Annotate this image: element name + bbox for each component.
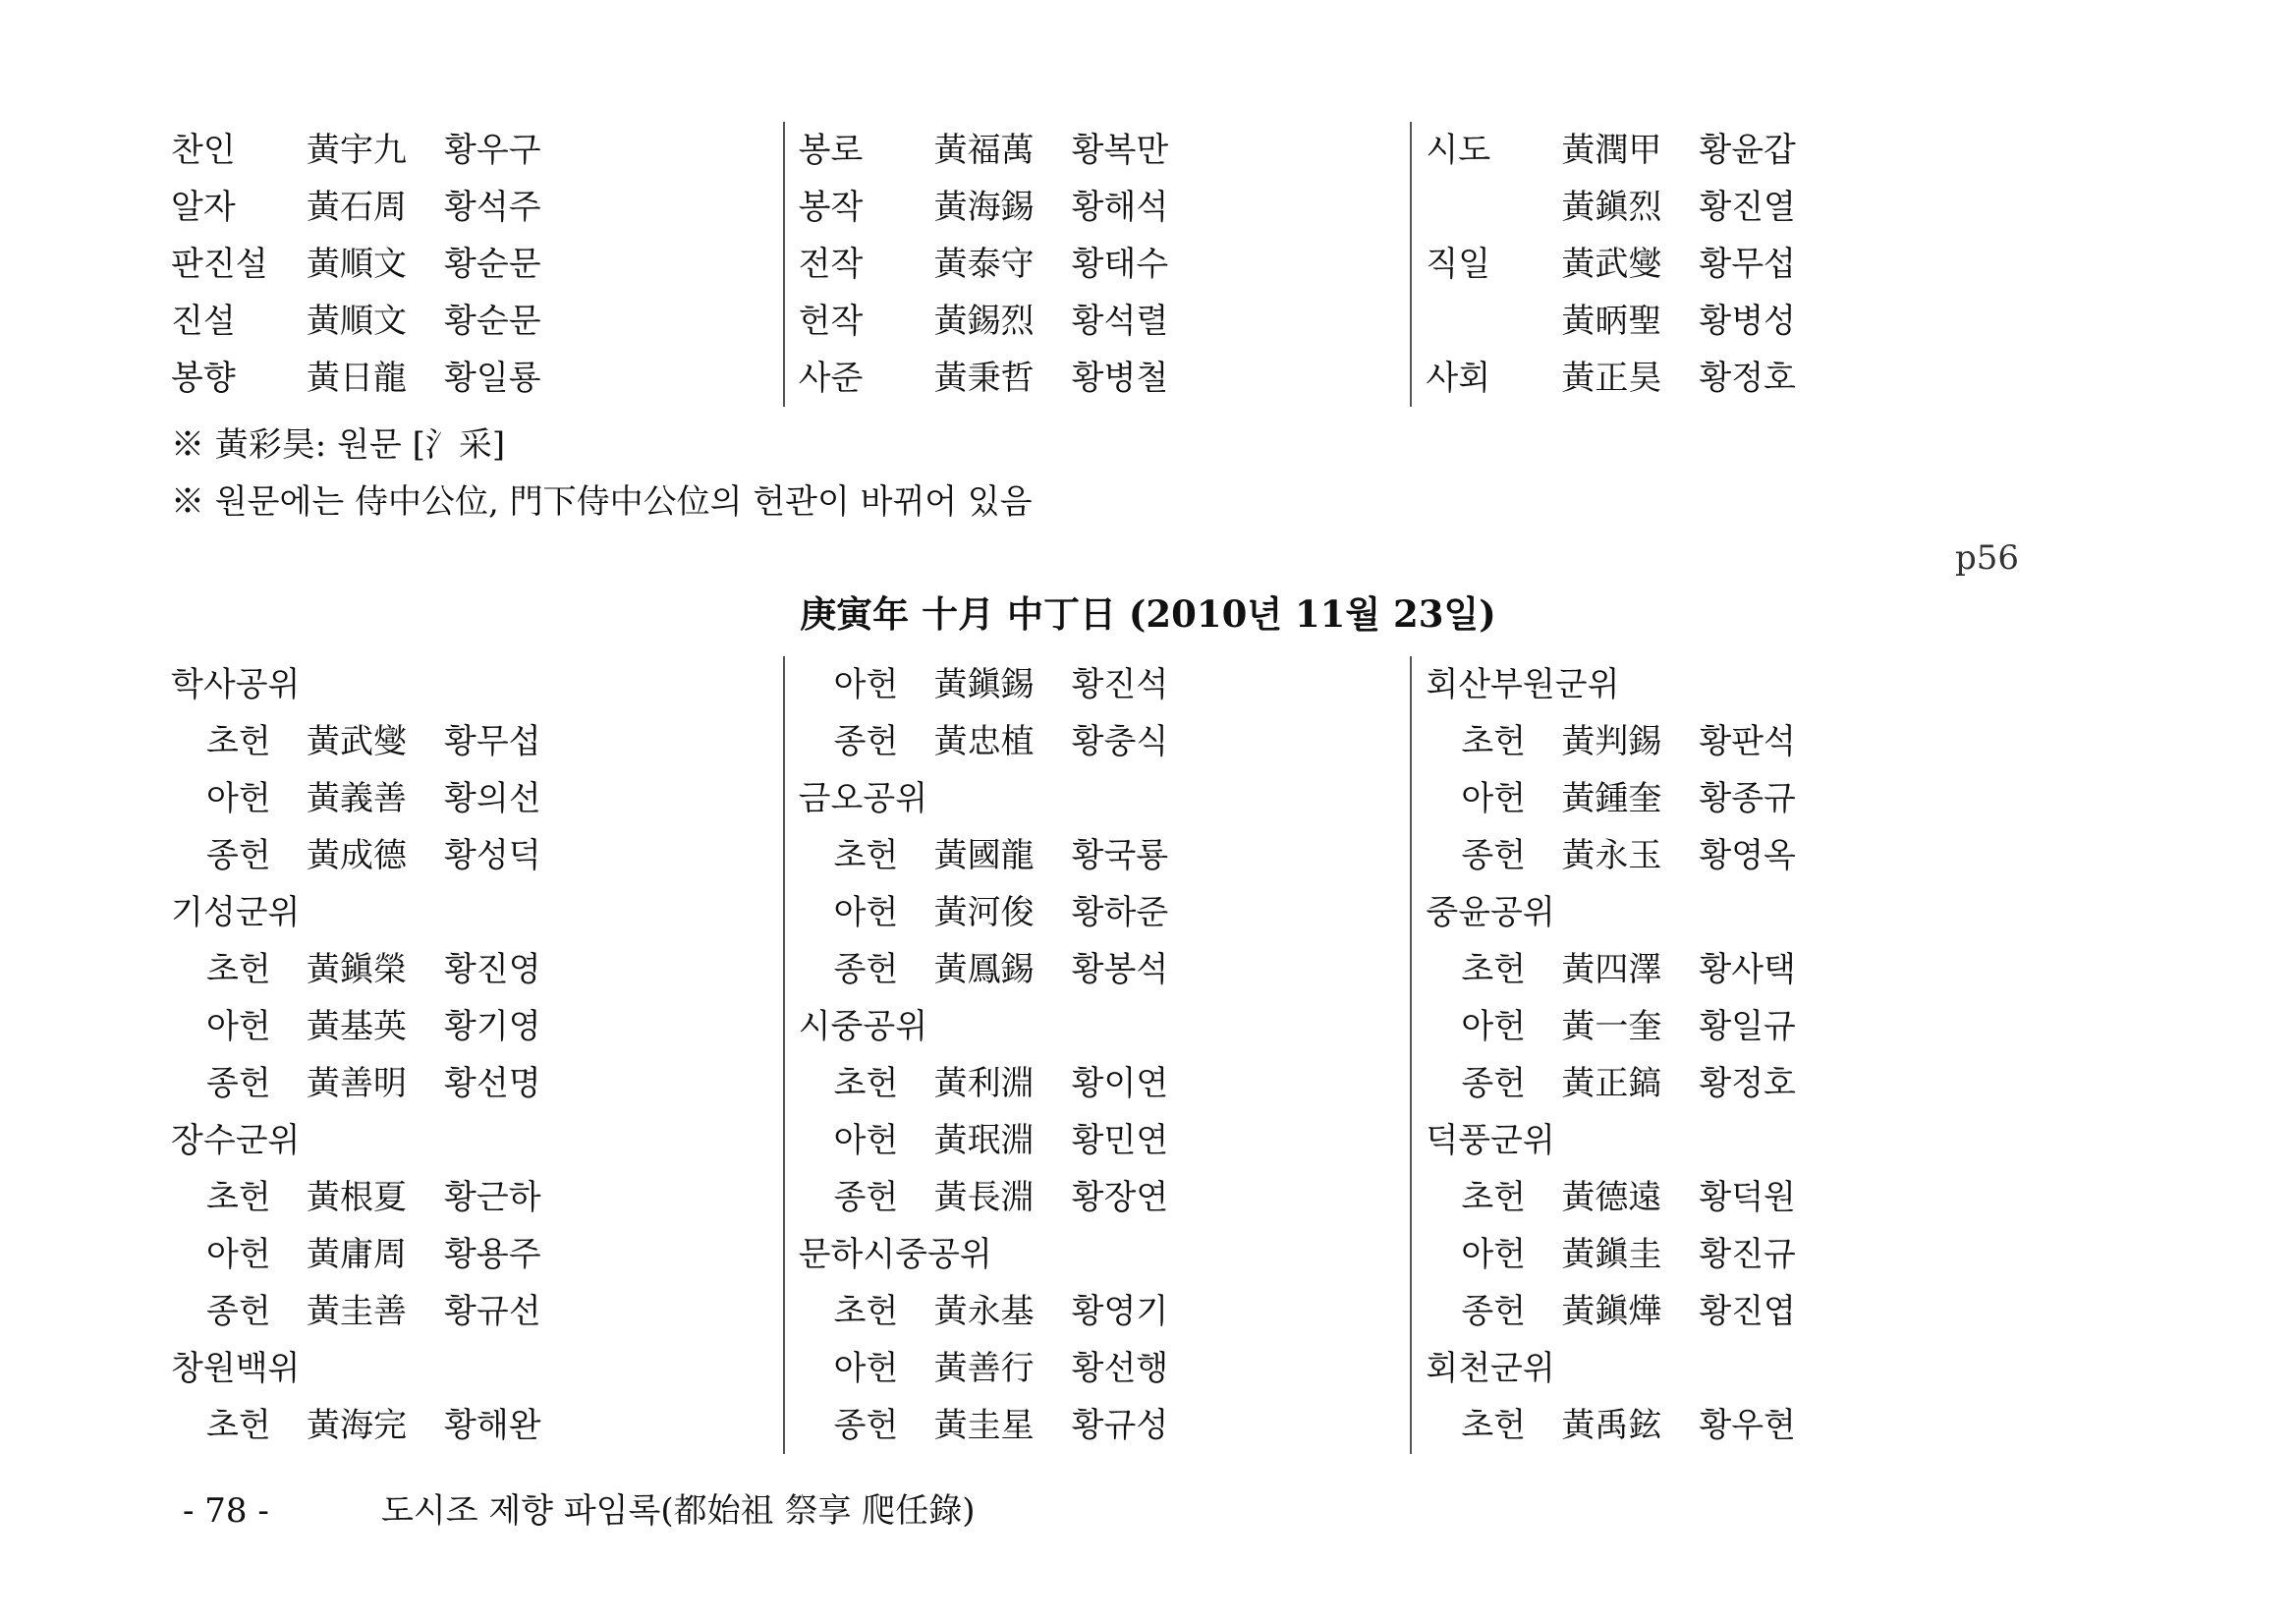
offering-role: 초헌 <box>1461 1406 1527 1445</box>
offering-role: 종헌 <box>1461 1064 1527 1103</box>
hanja-name: 黃潤甲 <box>1561 131 1662 170</box>
offerer-row <box>171 827 783 884</box>
hangul-name: 황이연 <box>1071 1064 1169 1103</box>
shrine-group-heading <box>171 656 783 713</box>
hangul-name: 황봉석 <box>1071 950 1169 989</box>
hanja-name: 黃永玉 <box>1561 836 1662 875</box>
hangul-name: 황민연 <box>1071 1121 1169 1160</box>
hangul-name: 황덕원 <box>1699 1178 1796 1217</box>
hangul-name: 황규성 <box>1071 1406 1169 1445</box>
hanja-name: 黃利淵 <box>933 1064 1035 1103</box>
shrine-group-heading <box>1426 656 2038 713</box>
offerer-row <box>1426 1169 2038 1226</box>
offering-role: 초헌 <box>1461 722 1527 761</box>
officiant-row <box>171 179 783 236</box>
hangul-name: 황진영 <box>444 950 541 989</box>
hangul-name: 황근하 <box>444 1178 541 1217</box>
hanja-name: 黃長淵 <box>933 1178 1035 1217</box>
hangul-name: 황해석 <box>1071 188 1169 227</box>
hanja-name: 黃成德 <box>307 836 407 875</box>
role-label: 사회 <box>1426 359 1491 398</box>
hanja-name: 黃正昊 <box>1561 359 1662 398</box>
hanja-name: 黃基英 <box>307 1007 407 1046</box>
ceremony-column-2 <box>785 656 1413 1454</box>
officiant-row <box>1426 236 2038 293</box>
hanja-name: 黃一奎 <box>1561 1007 1662 1046</box>
hangul-name: 황성덕 <box>444 836 541 875</box>
hangul-name: 황하준 <box>1071 893 1169 932</box>
role-label: 알자 <box>171 188 236 227</box>
offerer-row <box>799 656 1411 713</box>
shrine-group-name: 중윤공위 <box>1426 893 1555 932</box>
role-label: 헌작 <box>798 302 864 341</box>
offerer-row <box>171 1055 783 1112</box>
offering-role: 초헌 <box>833 836 899 875</box>
hangul-name: 황무섭 <box>1699 245 1796 284</box>
offering-role: 종헌 <box>206 1292 271 1331</box>
hanja-name: 黃鎭榮 <box>307 950 407 989</box>
offering-role: 아헌 <box>206 1235 271 1274</box>
hangul-name: 황충식 <box>1071 722 1169 761</box>
hangul-name: 황장연 <box>1071 1178 1169 1217</box>
hanja-name: 黃秉哲 <box>933 359 1035 398</box>
shrine-group-name: 창원백위 <box>171 1349 301 1388</box>
hangul-name: 황선명 <box>444 1064 541 1103</box>
offering-role: 초헌 <box>1461 1178 1527 1217</box>
offering-role: 종헌 <box>1461 1292 1527 1331</box>
offering-role: 종헌 <box>833 1406 899 1445</box>
shrine-group-name: 기성군위 <box>171 893 301 932</box>
officiants-table-ceremony <box>171 656 2038 1454</box>
hanja-name: 黃武燮 <box>1561 245 1662 284</box>
officiant-row <box>171 122 783 179</box>
role-label: 사준 <box>798 359 864 398</box>
role-label: 봉작 <box>798 188 864 227</box>
hanja-name: 黃四澤 <box>1561 950 1662 989</box>
role-label: 봉로 <box>798 131 864 170</box>
offerer-row <box>799 1055 1411 1112</box>
hangul-name: 황의선 <box>444 779 541 818</box>
hanja-name: 黃義善 <box>307 779 407 818</box>
page-reference: p56 <box>1955 538 2020 578</box>
offering-role: 종헌 <box>1461 836 1527 875</box>
hanja-name: 黃德遠 <box>1561 1178 1662 1217</box>
hangul-name: 황무섭 <box>444 722 541 761</box>
offering-role: 초헌 <box>206 722 271 761</box>
hanja-name: 黃鎭圭 <box>1561 1235 1662 1274</box>
role-label: 찬인 <box>171 131 236 170</box>
note-swapped-officiants: ※ 원문에는 侍中公位, 門下侍中公位의 헌관이 바뀌어 있음 <box>171 482 1033 522</box>
shrine-group-heading <box>171 884 783 941</box>
hangul-name: 황윤갑 <box>1699 131 1796 170</box>
shrine-group-name: 회천군위 <box>1426 1349 1555 1388</box>
offering-role: 초헌 <box>206 1178 271 1217</box>
offering-role: 초헌 <box>833 1064 899 1103</box>
hangul-name: 황우현 <box>1699 1406 1796 1445</box>
offering-role: 종헌 <box>833 1178 899 1217</box>
offering-role: 아헌 <box>1461 1007 1527 1046</box>
offerer-row <box>171 941 783 998</box>
hanja-name: 黃錫烈 <box>933 302 1035 341</box>
officiant-row <box>1426 350 2038 407</box>
hangul-name: 황사택 <box>1699 950 1796 989</box>
offering-role: 종헌 <box>206 836 271 875</box>
offering-role: 초헌 <box>1461 950 1527 989</box>
hanja-name: 黃武燮 <box>307 722 407 761</box>
offering-role: 초헌 <box>206 1406 271 1445</box>
hanja-name: 黃鎭烈 <box>1561 188 1662 227</box>
officiant-row <box>799 293 1411 350</box>
hangul-name: 황종규 <box>1699 779 1796 818</box>
hanja-name: 黃忠植 <box>933 722 1035 761</box>
officiant-row <box>799 350 1411 407</box>
shrine-group-name: 덕풍군위 <box>1426 1121 1555 1160</box>
officiant-row <box>171 293 783 350</box>
hangul-name: 황용주 <box>444 1235 541 1274</box>
hanja-name: 黃宇九 <box>307 131 407 170</box>
offering-role: 아헌 <box>833 665 899 704</box>
hanja-name: 黃海錫 <box>933 188 1035 227</box>
offerer-row <box>799 1340 1411 1397</box>
hanja-name: 黃昞聖 <box>1561 302 1662 341</box>
hangul-name: 황진열 <box>1699 188 1796 227</box>
officiants-column-1 <box>171 122 785 407</box>
officiant-row <box>1426 122 2038 179</box>
officiant-row <box>799 236 1411 293</box>
hanja-name: 黃鎭燁 <box>1561 1292 1662 1331</box>
shrine-group-name: 문하시중공위 <box>798 1235 992 1274</box>
hangul-name: 황선행 <box>1071 1349 1169 1388</box>
officiant-row <box>171 350 783 407</box>
shrine-group-heading <box>799 998 1411 1055</box>
shrine-group-heading <box>171 1340 783 1397</box>
hanja-name: 黃泰守 <box>933 245 1035 284</box>
hangul-name: 황순문 <box>444 245 541 284</box>
hangul-name: 황판석 <box>1699 722 1796 761</box>
offerer-row <box>171 770 783 827</box>
hangul-name: 황진엽 <box>1699 1292 1796 1331</box>
offering-role: 종헌 <box>206 1064 271 1103</box>
offerer-row <box>1426 941 2038 998</box>
hangul-name: 황기영 <box>444 1007 541 1046</box>
offerer-row <box>799 1397 1411 1454</box>
offerer-row <box>1426 1283 2038 1340</box>
offerer-row <box>799 827 1411 884</box>
hanja-name: 黃國龍 <box>933 836 1035 875</box>
hangul-name: 황국룡 <box>1071 836 1169 875</box>
hangul-name: 황복만 <box>1071 131 1169 170</box>
hangul-name: 황진규 <box>1699 1235 1796 1274</box>
hangul-name: 황정호 <box>1699 359 1796 398</box>
hangul-name: 황일룡 <box>444 359 541 398</box>
hangul-name: 황진석 <box>1071 665 1169 704</box>
hanja-name: 黃圭星 <box>933 1406 1035 1445</box>
hanja-name: 黃圭善 <box>307 1292 407 1331</box>
hanja-name: 黃判錫 <box>1561 722 1662 761</box>
shrine-group-heading <box>171 1112 783 1169</box>
hangul-name: 황병성 <box>1699 302 1796 341</box>
hangul-name: 황해완 <box>444 1406 541 1445</box>
shrine-group-name: 학사공위 <box>171 665 301 704</box>
offerer-row <box>171 1283 783 1340</box>
offerer-row <box>171 998 783 1055</box>
offering-role: 초헌 <box>206 950 271 989</box>
hanja-name: 黃珉淵 <box>933 1121 1035 1160</box>
hanja-name: 黃順文 <box>307 302 407 341</box>
hanja-name: 黃善行 <box>933 1349 1035 1388</box>
offerer-row <box>799 1169 1411 1226</box>
offerer-row <box>799 1283 1411 1340</box>
officiant-row <box>1426 293 2038 350</box>
offering-role: 아헌 <box>1461 1235 1527 1274</box>
officiants-column-2 <box>785 122 1413 407</box>
officiant-row <box>799 179 1411 236</box>
hanja-name: 黃禹鉉 <box>1561 1406 1662 1445</box>
offerer-row <box>1426 998 2038 1055</box>
hanja-name: 黃河俊 <box>933 893 1035 932</box>
offering-role: 종헌 <box>833 950 899 989</box>
offering-role: 아헌 <box>206 1007 271 1046</box>
hangul-name: 황석주 <box>444 188 541 227</box>
offerer-row <box>799 713 1411 770</box>
hangul-name: 황일규 <box>1699 1007 1796 1046</box>
hanja-name: 黃鳳錫 <box>933 950 1035 989</box>
hanja-name: 黃日龍 <box>307 359 407 398</box>
offerer-row <box>171 1397 783 1454</box>
officiant-row <box>171 236 783 293</box>
offerer-row <box>1426 1055 2038 1112</box>
hanja-name: 黃順文 <box>307 245 407 284</box>
offering-role: 아헌 <box>206 779 271 818</box>
hangul-name: 황태수 <box>1071 245 1169 284</box>
hanja-name: 黃石周 <box>307 188 407 227</box>
hanja-name: 黃庸周 <box>307 1235 407 1274</box>
shrine-group-heading <box>1426 884 2038 941</box>
role-label: 진설 <box>171 302 236 341</box>
offerer-row <box>1426 1397 2038 1454</box>
hanja-name: 黃永基 <box>933 1292 1035 1331</box>
offerer-row <box>171 713 783 770</box>
ceremony-column-1 <box>171 656 785 1454</box>
hanja-name: 黃福萬 <box>933 131 1035 170</box>
officiant-row <box>799 122 1411 179</box>
shrine-group-heading <box>799 1226 1411 1283</box>
note-original-text: ※ 黃彩昊: 원문 [氵采] <box>171 425 506 465</box>
offerer-row <box>171 1169 783 1226</box>
hangul-name: 황영옥 <box>1699 836 1796 875</box>
offerer-row <box>799 884 1411 941</box>
offerer-row <box>1426 1226 2038 1283</box>
hangul-name: 황석렬 <box>1071 302 1169 341</box>
offerer-row <box>799 1112 1411 1169</box>
officiants-table-top <box>171 122 2038 407</box>
shrine-group-heading <box>799 770 1411 827</box>
shrine-group-name: 금오공위 <box>798 779 928 818</box>
offerer-row <box>171 1226 783 1283</box>
hangul-name: 황정호 <box>1699 1064 1796 1103</box>
officiant-row <box>1426 179 2038 236</box>
offering-role: 아헌 <box>833 893 899 932</box>
page-number: - 78 - <box>183 1491 269 1531</box>
hanja-name: 黃善明 <box>307 1064 407 1103</box>
hangul-name: 황규선 <box>444 1292 541 1331</box>
role-label: 전작 <box>798 245 864 284</box>
role-label: 직일 <box>1426 245 1491 284</box>
role-label: 봉향 <box>171 359 236 398</box>
offerer-row <box>1426 713 2038 770</box>
book-title: 도시조 제향 파임록(都始祖 祭享 爬任錄) <box>381 1491 976 1531</box>
hanja-name: 黃鍾奎 <box>1561 779 1662 818</box>
shrine-group-name: 회산부원군위 <box>1426 665 1620 704</box>
offering-role: 아헌 <box>833 1349 899 1388</box>
offerer-row <box>799 941 1411 998</box>
hangul-name: 황우구 <box>444 131 541 170</box>
offerer-row <box>1426 770 2038 827</box>
hangul-name: 황영기 <box>1071 1292 1169 1331</box>
ceremony-column-3 <box>1412 656 2038 1454</box>
officiants-column-3 <box>1412 122 2038 407</box>
offerer-row <box>1426 827 2038 884</box>
offering-role: 초헌 <box>833 1292 899 1331</box>
shrine-group-name: 시중공위 <box>798 1007 928 1046</box>
ceremony-date-heading: 庚寅年 十月 中丁日 (2010년 11월 23일) <box>800 592 1496 636</box>
hanja-name: 黃正鎬 <box>1561 1064 1662 1103</box>
offering-role: 종헌 <box>833 722 899 761</box>
offering-role: 아헌 <box>833 1121 899 1160</box>
hanja-name: 黃根夏 <box>307 1178 407 1217</box>
hangul-name: 황순문 <box>444 302 541 341</box>
hanja-name: 黃海完 <box>307 1406 407 1445</box>
shrine-group-heading <box>1426 1112 2038 1169</box>
role-label: 시도 <box>1426 131 1491 170</box>
role-label: 판진설 <box>171 245 268 284</box>
hangul-name: 황병철 <box>1071 359 1169 398</box>
offering-role: 아헌 <box>1461 779 1527 818</box>
shrine-group-name: 장수군위 <box>171 1121 301 1160</box>
hanja-name: 黃鎭錫 <box>933 665 1035 704</box>
shrine-group-heading <box>1426 1340 2038 1397</box>
